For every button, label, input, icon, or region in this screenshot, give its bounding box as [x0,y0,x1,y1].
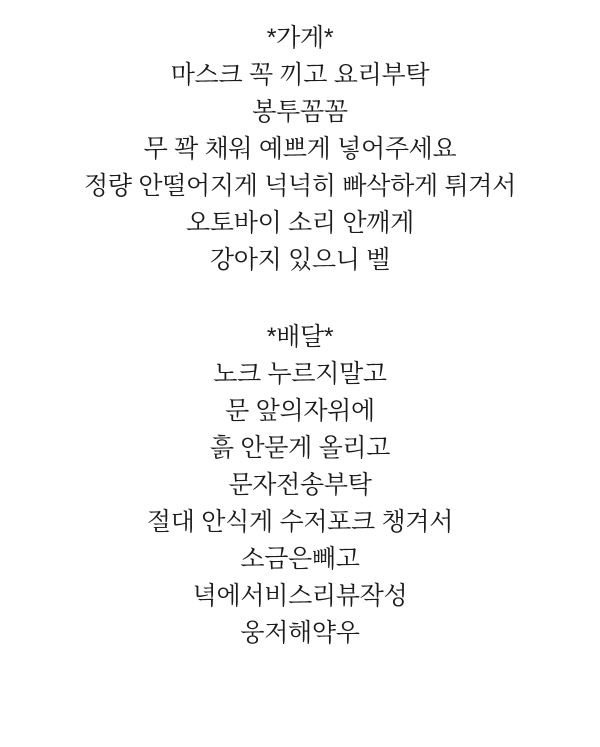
delivery-section-heading: *배달* [266,323,334,351]
delivery-line-7: 녁에서비스리뷰작성 [192,582,408,610]
delivery-line-8: 웅저해약우 [240,619,360,647]
delivery-line-2: 문 앞의자위에 [225,397,375,425]
delivery-line-4: 문자전송부탁 [228,471,372,499]
store-line-3: 무 꽉 채워 예쁘게 넣어주세요 [143,135,457,163]
delivery-line-1: 노크 누르지말고 [213,360,387,388]
delivery-section [12,319,588,652]
delivery-line-5: 절대 안식게 수저포크 챙겨서 [146,508,454,536]
store-section [12,20,588,279]
section-spacer [12,279,588,319]
delivery-line-3: 흙 안묻게 올리고 [209,434,391,462]
delivery-line-6: 소금은빼고 [240,545,360,573]
store-line-5: 오토바이 소리 안깨게 [186,209,414,237]
store-line-1: 마스크 꼭 끼고 요리부탁 [170,61,430,89]
store-line-6: 강아지 있으니 벨 [209,246,391,274]
store-line-4: 정량 안떨어지게 넉넉히 빠삭하게 튀겨서 [83,172,517,200]
store-section-heading: *가게* [266,24,334,52]
store-line-2: 봉투꼼꼼 [252,98,348,126]
